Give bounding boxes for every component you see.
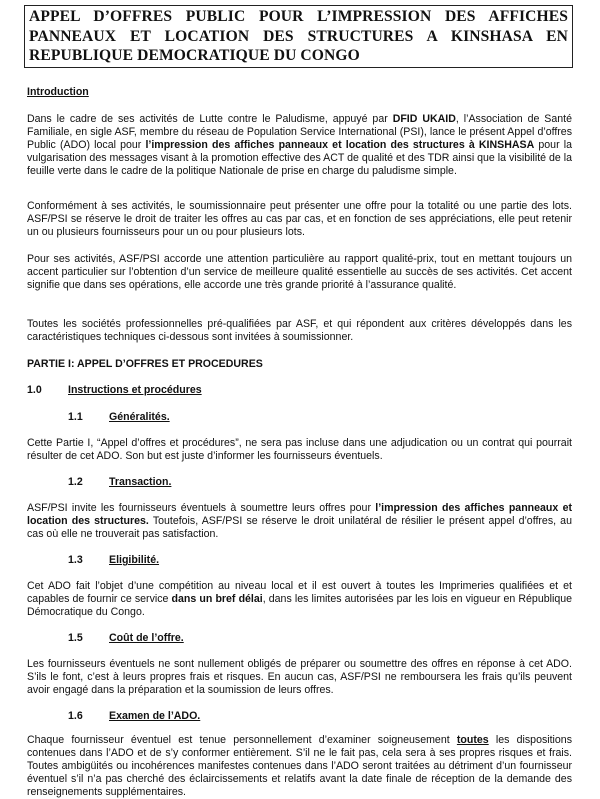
document-title: APPEL D’OFFRES PUBLIC POUR L’IMPRESSION DES AFFICHES PANNEAUX ET LOCATION DES STRUCTURES A KINSHASA EN REPUBLIQUE DEMOCRATIQUE DU CONGO bbox=[24, 5, 573, 68]
intro-p1-text-e: pour la vulgarisation des messages visant à la promotion effective des ACT de qualité et des TDR ainsi que la visibilité de la feuille verte dans le cadre de la politique Nationale de prise en charge du paludisme simple. bbox=[27, 139, 572, 178]
section-1-2-title: Transaction. bbox=[109, 476, 172, 488]
section-1-6-text-c: les dispositions contenues dans l’ADO et de s’y conformer entièrement. S’il ne le fait pas, cela sera à ses propres risques et frais. Toutes ambigüités ou incohérences manifestes contenues dans l’ADO seront traitées au détriment d’un fournisseur éventuel s’il n’a pas cherché des éclaircissements et relatifs avant la date finale de réception de la demande des renseignements supplémentaires. bbox=[27, 734, 572, 799]
section-1-6-bold-underlined: toutes bbox=[456, 734, 489, 746]
section-1-6-number: 1.6 bbox=[68, 710, 83, 722]
section-1-2-bold: l’impression des affiches panneaux et location des structures. bbox=[27, 502, 572, 528]
intro-paragraph-4: Toutes les sociétés professionnelles pré-qualifiées par ASF, et qui répondent aux critères développés dans les caractéristiques techniques ci-dessous sont invitées à soumissionner. bbox=[27, 318, 572, 344]
section-1-5-title: Coût de l’offre. bbox=[109, 632, 184, 644]
introduction-heading: Introduction bbox=[27, 86, 89, 98]
section-1-2-number: 1.2 bbox=[68, 476, 83, 488]
section-1-0-number: 1.0 bbox=[27, 384, 42, 396]
section-1-1-text: Cette Partie I, “Appel d’offres et procédures”, ne sera pas incluse dans une adjudication ou un contrat qui pourrait résulter de cet ADO. Son but est juste d’informer les fournisseurs éventuels. bbox=[27, 437, 572, 463]
intro-p1-text-a: Dans le cadre de ses activités de Lutte contre le Paludisme, appuyé par bbox=[27, 113, 388, 125]
section-1-5-number: 1.5 bbox=[68, 632, 83, 644]
section-1-3-text-a: Cet ADO fait l’objet d’une compétition au niveau local et il est ouvert à toutes les Imprimeries qualifiées et et capables de fournir ce service bbox=[27, 580, 572, 606]
section-1-6-text bbox=[27, 734, 572, 799]
section-1-5-text: Les fournisseurs éventuels ne sont nullement obligés de préparer ou soumettre des offres en réponse à cet ADO. S’ils le font, c’est à leurs propres frais et risques. En aucun cas, ASF/PSI ne remboursera les frais qu’ils peuvent avoir engagé dans la préparation et la soumission de leurs offres. bbox=[27, 658, 572, 697]
intro-paragraph-3: Pour ses activités, ASF/PSI accorde une attention particulière au rapport qualité-prix, tout en mettant toujours un accent particulier sur l’obtention d’un service de meilleure qualité essentielle au succès de ses activités. Cet accent signifie que dans ses opérations, elle accorde une très grande priorité à l’assurance qualité. bbox=[27, 253, 572, 292]
section-1-3-text-c: , dans les limites autorisées par les lois en vigueur en République Démocratique du Congo. bbox=[27, 593, 572, 619]
section-1-2-text bbox=[27, 502, 572, 541]
intro-p1-bold-funder: DFID UKAID bbox=[392, 113, 456, 125]
section-1-6-title: Examen de l’ADO. bbox=[109, 710, 201, 722]
section-1-3-text bbox=[27, 580, 572, 619]
section-1-3-title: Eligibilité. bbox=[109, 554, 160, 566]
section-1-1-title: Généralités. bbox=[109, 411, 170, 423]
intro-paragraph-1 bbox=[27, 113, 572, 178]
section-1-2-text-a: ASF/PSI invite les fournisseurs éventuels à soumettre leurs offres pour bbox=[27, 502, 371, 514]
section-1-6-text-a: Chaque fournisseur éventuel est tenue personnellement d’examiner soigneusement bbox=[27, 734, 450, 746]
section-1-3-bold: dans un bref délai bbox=[171, 593, 263, 606]
section-1-1-number: 1.1 bbox=[68, 411, 83, 423]
intro-paragraph-2: Conformément à ses activités, le soumissionnaire peut présenter une offre pour la totalité ou une partie des lots. ASF/PSI se réserve le droit de traiter les offres au cas par cas, et en fonction de ses appréciations, elle peut retenir un ou plusieurs fournisseurs pour un ou pour plusieurs lots. bbox=[27, 200, 572, 239]
intro-p1-bold-object: l’impression des affiches panneaux et location des structures à KINSHASA bbox=[145, 139, 535, 152]
section-1-0-title: Instructions et procédures bbox=[68, 384, 202, 396]
intro-p1-text-c: , l’Association de Santé Familiale, en sigle ASF, membre du réseau de Population Service International (PSI), lance le présent Appel d’offres Public (ADO) local pour bbox=[27, 113, 572, 152]
part-1-heading: PARTIE I: APPEL D’OFFRES ET PROCEDURES bbox=[27, 358, 263, 370]
section-1-3-number: 1.3 bbox=[68, 554, 83, 566]
section-1-2-text-c: Toutefois, ASF/PSI se réserve le droit unilatéral de résilier le présent appel d’offres, au cas où elle ne trouverait pas satisfaction. bbox=[27, 515, 572, 541]
